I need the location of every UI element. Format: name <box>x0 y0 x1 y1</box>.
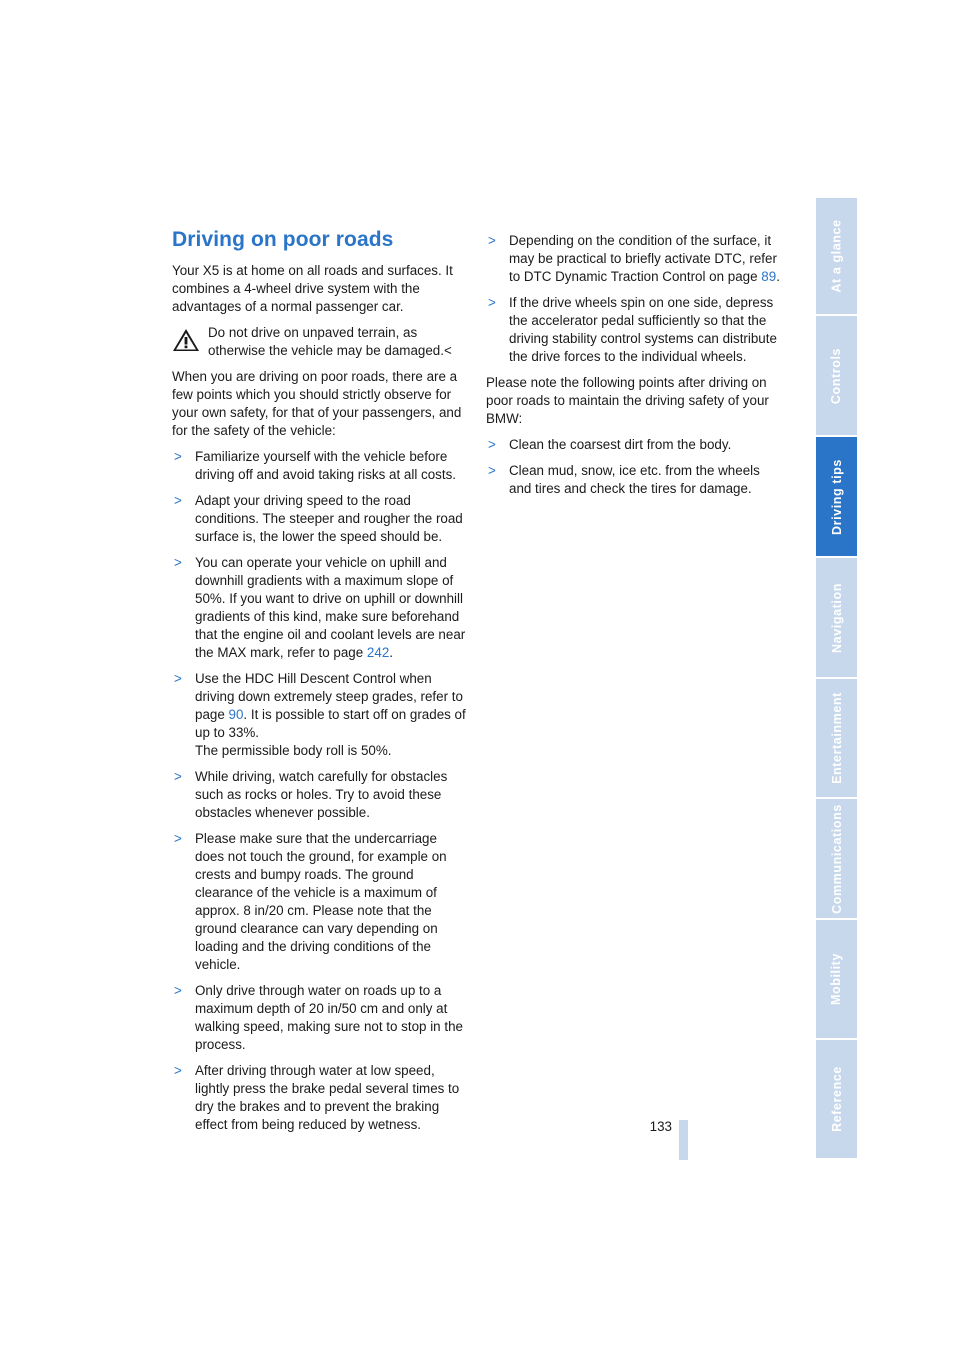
bullet-marker: > <box>488 233 496 248</box>
intro-paragraph: Your X5 is at home on all roads and surfaces. It combines a 4-wheel drive system with the advantages of a normal passenger car. <box>172 263 453 314</box>
tab-label: Entertainment <box>829 692 844 784</box>
tab-entertainment[interactable] <box>816 679 857 799</box>
bullet-marker: > <box>174 983 182 998</box>
list-item: > Please make sure that the undercarriage does not touch the ground, for example on crests and bumpy roads. The ground clearance of the vehicle is a maximum of approx. 8 in/20 cm. Please note that the ground clearance can vary depending on loading and the driving conditions of the vehicle. <box>174 831 447 972</box>
warning-triangle-icon <box>172 328 200 352</box>
bullet-marker: > <box>174 831 182 846</box>
tab-communications[interactable] <box>816 799 857 920</box>
bullet-marker: > <box>174 1063 182 1078</box>
after-driving-note: Please note the following points after driving on poor roads to maintain the driving safety of your BMW: <box>486 375 769 426</box>
left-column <box>172 262 468 1142</box>
tab-reference[interactable] <box>816 1040 857 1160</box>
list-item: > Familiarize yourself with the vehicle before driving off and avoid taking risks at all costs. <box>174 449 456 482</box>
list-item: > After driving through water at low speed, lightly press the brake pedal several times to dry the brakes and to prevent the braking effect from being reduced by wetness. <box>174 1063 460 1132</box>
section-heading: Driving on poor roads <box>172 228 394 251</box>
warning-note <box>172 324 468 360</box>
list-item: > Only drive through water on roads up to a maximum depth of 20 in/50 cm and only at walking speed, making sure not to stop in the process. <box>174 983 463 1052</box>
bullet-marker: > <box>174 769 182 784</box>
list-item: > Adapt your driving speed to the road conditions. The steeper and rougher the road surface is, the lower the speed should be. <box>174 493 463 544</box>
tab-label: At a glance <box>829 219 844 293</box>
list-item: > You can operate your vehicle on uphill and downhill gradients with a maximum slope of 50%. If you want to drive on uphill or downhill gradients of this kind, make sure beforehand that the engine oil and coolant levels are near the MAX mark, refer to page 242. <box>174 555 466 660</box>
chapter-tabs <box>816 198 857 1160</box>
page-link-90[interactable]: 90 <box>228 707 244 722</box>
tab-at-a-glance[interactable] <box>816 198 857 316</box>
list-item: > Clean the coarsest dirt from the body. <box>488 437 732 452</box>
list-item: > If the drive wheels spin on one side, depress the accelerator pedal sufficiently so that the driving stability control systems can distribute the drive forces to the individual wheels. <box>488 295 777 364</box>
bullet-marker: > <box>174 671 182 686</box>
tab-navigation[interactable] <box>816 558 857 679</box>
page-number: 133 <box>649 1119 672 1134</box>
tab-mobility[interactable] <box>816 920 857 1040</box>
body-roll-note: The permissible body roll is 50%. <box>195 743 392 758</box>
page-number-bar <box>679 1120 688 1160</box>
tab-label: Navigation <box>829 582 844 653</box>
bullet-marker: > <box>488 463 496 478</box>
tab-label: Communications <box>829 803 844 914</box>
bullet-marker: > <box>488 295 496 310</box>
page-link-89[interactable]: 89 <box>761 269 777 284</box>
tab-driving-tips[interactable] <box>816 437 857 558</box>
tab-label: Driving tips <box>829 458 844 535</box>
tab-controls[interactable] <box>816 316 857 437</box>
list-item: > Depending on the condition of the surface, it may be practical to briefly activate DTC, refer to DTC Dynamic Traction Control on page 89. <box>488 233 780 284</box>
tab-label: Controls <box>829 347 844 404</box>
tab-label: Mobility <box>829 952 844 1006</box>
end-mark: < <box>443 343 452 358</box>
bullet-marker: > <box>174 555 182 570</box>
safety-intro: When you are driving on poor roads, there are a few points which you should strictly observe for your own safety, for that of your passengers, and for the safety of the vehicle: <box>172 369 462 438</box>
bullet-marker: > <box>488 437 496 452</box>
tab-label: Reference <box>829 1066 844 1132</box>
warning-text: Do not drive on unpaved terrain, as otherwise the vehicle may be damaged.< <box>208 325 452 358</box>
right-column <box>486 232 784 506</box>
bullet-marker: > <box>174 493 182 508</box>
list-item: > While driving, watch carefully for obstacles such as rocks or holes. Try to avoid these obstacles whenever possible. <box>174 769 448 820</box>
list-item: > Use the HDC Hill Descent Control when driving down extremely steep grades, refer to page 90. It is possible to start off on grades of up to 33%. The permissible body roll is 50%. <box>174 671 466 758</box>
bullet-marker: > <box>174 449 182 464</box>
list-item: > Clean mud, snow, ice etc. from the wheels and tires and check the tires for damage. <box>488 463 760 496</box>
page-link-242[interactable]: 242 <box>366 645 390 660</box>
